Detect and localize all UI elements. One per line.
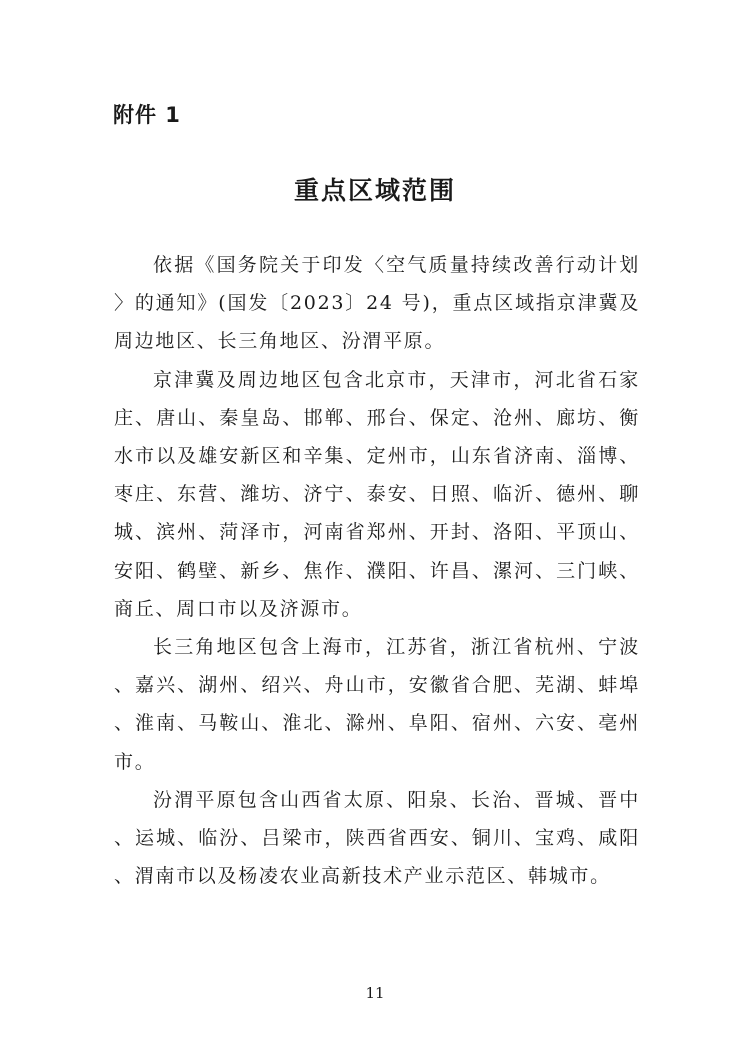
paragraph-yangtze-delta-region: 长三角地区包含上海市，江苏省，浙江省杭州、宁波、嘉兴、湖州、绍兴、舟山市，安徽省合肥、芜湖、蚌埠、淮南、马鞍山、淮北、滁州、阜阳、宿州、六安、亳州市。 — [114, 636, 640, 773]
document-body — [114, 246, 640, 895]
attachment-label: 附件 1 — [113, 103, 181, 127]
paragraph-fenwei-plain: 汾渭平原包含山西省太原、阳泉、长治、晋城、晋中、运城、临汾、吕梁市，陕西省西安、铜川、宝鸡、咸阳、渭南市以及杨凌农业高新技术产业示范区、韩城市。 — [114, 788, 640, 888]
paragraph-basis: 依据《国务院关于印发〈空气质量持续改善行动计划〉的通知》(国发〔2023〕24 号)，重点区域指京津冀及周边地区、长三角地区、汾渭平原。 — [114, 254, 640, 353]
paragraph-jingjinji-region: 京津冀及周边地区包含北京市，天津市，河北省石家庄、唐山、秦皇岛、邯郸、邢台、保定、沧州、廊坊、衡水市以及雄安新区和辛集、定州市，山东省济南、淄博、枣庄、东营、潍坊、济宁、泰安、日照、临沂、德州、聊城、滨州、菏泽市，河南省郑州、开封、洛阳、平顶山、安阳、鹤壁、新乡、焦作、濮阳、许昌、漯河、三门峡、商丘、周口市以及济源市。 — [114, 368, 640, 620]
page-number: 11 — [365, 984, 385, 1002]
document-title: 重点区域范围 — [293, 176, 456, 205]
